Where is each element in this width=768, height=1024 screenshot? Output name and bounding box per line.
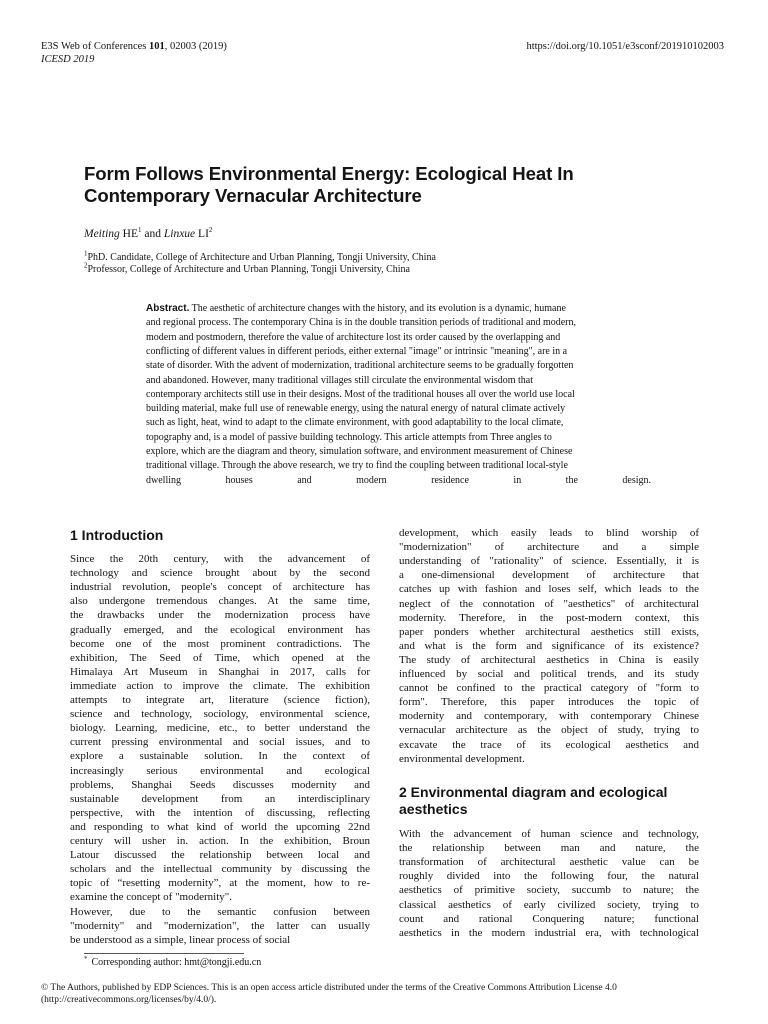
column-2-line-4	[399, 569, 699, 581]
column-2-line-10	[399, 654, 699, 666]
section-1-line-27-text: "modernity" and "modernization", the latter can usually	[70, 919, 370, 932]
journal-volume: 101	[149, 41, 165, 52]
section-1-line-27	[70, 920, 370, 932]
section-1-line-15-text: explore a sustainable solution. In the context of	[70, 750, 370, 763]
section-1-line-19-text: perspective, with the intention of discussing, reflecting	[70, 806, 370, 819]
section-1-line-9-text: Himalaya Art Museum in Shanghai in 2017, calls for	[70, 665, 370, 678]
author-2-affiliation-mark: 2	[208, 226, 213, 235]
abstract-line-2	[146, 317, 651, 328]
column-2-line-3-text: understanding of "rationality" of science. Essentially, it is	[399, 555, 699, 568]
section-1-line-1	[70, 553, 370, 565]
column-2-line-5-text: catches up with fashion and loses self, which leads to the	[399, 583, 699, 596]
section-1-line-13	[70, 722, 370, 734]
abstract-line-5-text: state of disorder. With the advent of modernization, traditional architecture seems to be gradually forgotten	[146, 360, 574, 372]
affiliation-2-mark: 2	[84, 261, 88, 270]
section-2-line-8	[399, 927, 699, 939]
affiliation-2	[84, 261, 410, 275]
column-2-line-9-text: and what is the form and significance of its existence?	[399, 639, 699, 652]
section-1-line-2-text: technology and science brought about by the second	[70, 567, 370, 580]
column-2-line-9	[399, 640, 699, 652]
column-2-line-7-text: modernity. Therefore, in the post-modern context, this	[399, 611, 699, 624]
section-1-line-14-text: current pressing environmental and social issues, and to	[70, 736, 370, 749]
section-1-line-24-text: topic of “resetting modernity”, at the moment, how to re-	[70, 877, 370, 890]
section-1-line-8-text: exhibition, The Seed of Time, which opened at the	[70, 651, 370, 664]
abstract-line-11	[146, 446, 651, 457]
footnote-rule	[84, 953, 244, 954]
abstract-line-12	[146, 460, 651, 471]
section-1-line-9	[70, 666, 370, 678]
footnote-mark: *	[84, 955, 88, 963]
paper-title-line-1: Form Follows Environmental Energy: Ecological Heat In	[84, 163, 574, 184]
column-2-line-5	[399, 583, 699, 595]
column-2-line-6-text: neglect of the connotation of "aesthetics" of architectural	[399, 597, 699, 610]
doi-link[interactable]: https://doi.org/10.1051/e3sconf/201910102003	[526, 41, 724, 52]
section-2-line-4	[399, 870, 699, 882]
abstract-line-9-text: such as light, heat, wind to adapt to the climate environment, with good adaptability to the local climate,	[146, 417, 564, 429]
footnote-text: Corresponding author: hmt@tongji.edu.cn	[91, 957, 262, 969]
column-2-line-15-text: vernacular architecture as the object of study, trying to	[399, 724, 699, 737]
column-2-line-8-text: paper ponders whether architectural aesthetics still exists,	[399, 625, 699, 638]
section-2-heading-line-1: 2 Environmental diagram and ecological	[399, 784, 668, 800]
abstract-line-3-text: modern and postmodern, therefore the value of architecture lost its order caused by the overlapping and	[146, 331, 561, 343]
column-2-line-8	[399, 626, 699, 638]
abstract-line-7-text: contemporary architects still use in their designs. Most of the traditional houses all over the world use local	[146, 388, 575, 400]
column-2-line-12-text: cannot be confined to the practical category of "form to	[399, 682, 699, 695]
section-1-line-3-text: industrial revolution, people's concept of architecture has	[70, 581, 370, 594]
section-1-line-11-text: attempts to integrate art, literature (science fiction),	[70, 694, 370, 706]
abstract-line-8	[146, 403, 651, 414]
section-1-line-21	[70, 835, 370, 847]
section-1-line-26	[70, 906, 370, 918]
column-2-line-3	[399, 555, 699, 567]
section-1-line-19	[70, 807, 370, 819]
section-1-line-20	[70, 821, 370, 833]
section-1-line-6	[70, 624, 370, 636]
section-1-line-26-text: However, due to the semantic confusion between	[70, 905, 370, 918]
section-1-line-12	[70, 708, 370, 720]
column-2-line-2-text: "modernization" of architecture and a simple	[399, 541, 699, 554]
affiliation-1	[84, 249, 436, 263]
section-2-line-7	[399, 913, 699, 925]
section-1-line-5-text: the drawbacks under the modernization process have	[70, 609, 370, 622]
section-1-line-18	[70, 793, 370, 805]
column-2-line-14	[399, 710, 699, 722]
abstract-line-13-text: dwelling houses and modern residence in the design.	[146, 474, 651, 486]
column-2-line-11-text: influenced by social and political trends, and its study	[399, 668, 699, 680]
section-2-line-5	[399, 884, 699, 896]
abstract-line-10-text: topography and, is a model of passive building technology. This article attempts from Three angles to	[146, 431, 552, 443]
author-1-family-name: HE	[119, 228, 138, 240]
abstract-line-5	[146, 360, 651, 371]
column-2-line-1	[399, 527, 699, 539]
section-1-line-24	[70, 877, 370, 889]
section-1-line-22-text: Latour discussed the relationship between local and	[70, 849, 370, 862]
section-2-line-5-text: aesthetics of primitive society, succumb to nature; the	[399, 884, 699, 897]
section-2-line-6	[399, 899, 699, 911]
abstract-line-7	[146, 389, 651, 400]
author-separator: and	[141, 228, 164, 240]
author-list	[84, 228, 212, 240]
paper-title-line-2: Contemporary Vernacular Architecture	[84, 185, 422, 206]
running-header-journal	[41, 41, 227, 53]
column-2-line-7	[399, 612, 699, 624]
affiliation-2-text: Professor, College of Architecture and Urban Planning, Tongji University, China	[87, 264, 410, 275]
journal-name: E3S Web of Conferences	[41, 41, 150, 52]
section-2-heading-line-2: aesthetics	[399, 801, 468, 817]
section-1-line-28-text: be understood as a simple, linear process of social	[70, 933, 291, 946]
section-1-line-10-text: immediate action to improve the climate. The exhibition	[70, 679, 370, 692]
column-2-line-2	[399, 541, 699, 553]
section-1-line-18-text: sustainable development from an interdisciplinary	[70, 792, 370, 805]
section-1-line-16	[70, 765, 370, 777]
abstract-line-4	[146, 346, 651, 357]
column-2-line-13-text: form". Therefore, this paper introduces the topic of	[399, 696, 699, 709]
section-2-line-4-text: roughly divided into the following four, the natural	[399, 870, 699, 883]
affiliation-1-text: PhD. Candidate, College of Architecture and Urban Planning, Tongji University, China	[87, 252, 436, 263]
section-2-line-7-text: count and rational Conquering nature; functional	[399, 912, 699, 925]
section-1-line-5	[70, 609, 370, 621]
abstract-line-4-text: conflicting of different values in different periods, either external "image" or intrinsic "meaning", are in a	[146, 345, 568, 357]
abstract-line-1-text: The aesthetic of architecture changes with the history, and its evolution is a dynamic, humane	[189, 303, 566, 314]
section-1-line-20-text: and responding to what kind of world the upcoming 22nd	[70, 820, 370, 833]
section-1-line-11	[70, 694, 370, 706]
section-1-line-23	[70, 863, 370, 875]
abstract-line-2-text: and regional process. The contemporary China is in the double transition periods of traditional and modern,	[146, 317, 576, 329]
section-1-line-25-text: examine the concept of "modernity".	[70, 891, 233, 904]
section-1-line-17-text: problems, Shanghai Seeds discusses modernity and	[70, 778, 370, 791]
section-2-line-2	[399, 842, 699, 854]
abstract-line-8-text: building material, make full use of renewable energy, using the natural energy of natural climate actively	[146, 403, 566, 415]
affiliation-1-mark: 1	[84, 249, 88, 258]
section-1-line-12-text: science and technology, sociology, environmental science,	[70, 708, 370, 721]
section-2-line-1	[399, 828, 699, 840]
column-2-line-16	[399, 739, 699, 751]
section-1-line-17	[70, 779, 370, 791]
author-2-family-name: LI	[195, 228, 209, 240]
abstract-label: Abstract.	[146, 303, 190, 314]
section-1-line-14	[70, 736, 370, 748]
author-1-affiliation-mark: 1	[138, 226, 142, 235]
section-1-line-23-text: scholars and the intellectual community by discussing the	[70, 863, 370, 876]
section-1-line-8	[70, 652, 370, 664]
column-2-line-1-text: development, which easily leads to blind worship of	[399, 527, 699, 539]
section-1-line-6-text: gradually emerged, and the ecological environment has	[70, 623, 370, 636]
section-1-line-4-text: also undergone tremendous changes. At the same time,	[70, 595, 370, 608]
section-1-line-10	[70, 680, 370, 692]
section-1-line-21-text: century will usher in. action. In the exhibition, Broun	[70, 835, 370, 847]
license-line-1: © The Authors, published by EDP Sciences. This is an open access article distributed under the terms of the Creative Commons Attribution License 4.0	[41, 983, 617, 993]
section-2-line-1-text: With the advancement of human science and technology,	[399, 828, 699, 840]
conference-name: ICESD 2019	[41, 54, 95, 65]
license-url[interactable]: (http://creativecommons.org/licenses/by/4.0/).	[41, 995, 217, 1005]
column-2-line-12	[399, 682, 699, 694]
column-2-line-10-text: The study of architectural aesthetics in China is easily	[399, 653, 699, 666]
abstract-line-6-text: and abandoned. However, many traditional villages still circulate the environmental wisdom that	[146, 374, 533, 386]
abstract-line-10	[146, 432, 651, 443]
section-2-line-8-text: aesthetics in the modern industrial era, with technological	[399, 926, 699, 939]
section-2-line-6-text: classical aesthetics of early civilized society, trying to	[399, 898, 699, 911]
section-1-line-2	[70, 567, 370, 579]
footnote	[84, 955, 261, 968]
section-1-line-16-text: increasingly serious environmental and ecological	[70, 764, 370, 777]
abstract-line-11-text: explore, which are the diagram and theory, simulation software, and environment measurement of Chinese	[146, 446, 573, 457]
abstract-line-6	[146, 375, 651, 386]
section-1-line-22	[70, 849, 370, 861]
section-1-line-13-text: biology. Learning, medicine, etc., to better understand the	[70, 722, 370, 735]
section-1-line-25	[70, 891, 370, 903]
column-2-line-11	[399, 668, 699, 680]
section-2-line-3-text: transformation of architectural aesthetic value can be	[399, 856, 699, 869]
abstract-line-1	[146, 303, 651, 314]
abstract-line-9	[146, 417, 651, 428]
section-2-line-3	[399, 856, 699, 868]
column-2-line-6	[399, 598, 699, 610]
license-line-2[interactable]	[41, 995, 216, 1005]
column-2-line-15	[399, 724, 699, 736]
author-2-given-name: Linxue	[163, 228, 196, 240]
section-1-line-7-text: become one of the most prominent contradictions. The	[70, 637, 370, 650]
column-2-line-16-text: excavate the trace of its ecological aesthetics and	[399, 738, 699, 751]
section-1-line-3	[70, 581, 370, 593]
section-1-heading: 1 Introduction	[70, 527, 164, 543]
column-2-line-14-text: modernity and contemporary, with contemporary Chinese	[399, 710, 699, 723]
section-1-line-28	[70, 934, 370, 946]
column-2-line-17	[399, 753, 699, 765]
column-2-line-4-text: a one-dimensional development of architecture that	[399, 569, 699, 582]
author-1-given-name: Meiting	[84, 228, 120, 240]
section-1-line-15	[70, 750, 370, 762]
abstract-line-13	[146, 475, 651, 486]
section-2-line-2-text: the relationship between man and nature, the	[399, 842, 699, 855]
section-1-line-4	[70, 595, 370, 607]
abstract-line-12-text: traditional village. Through the above research, we try to find the coupling between traditional local-style	[146, 460, 568, 472]
section-1-line-7	[70, 638, 370, 650]
journal-article-info: , 02003 (2019)	[164, 41, 227, 52]
column-2-line-13	[399, 696, 699, 708]
section-1-line-1-text: Since the 20th century, with the advancement of	[70, 553, 370, 565]
abstract-line-3	[146, 332, 651, 343]
column-2-line-17-text: environmental development.	[399, 752, 525, 765]
